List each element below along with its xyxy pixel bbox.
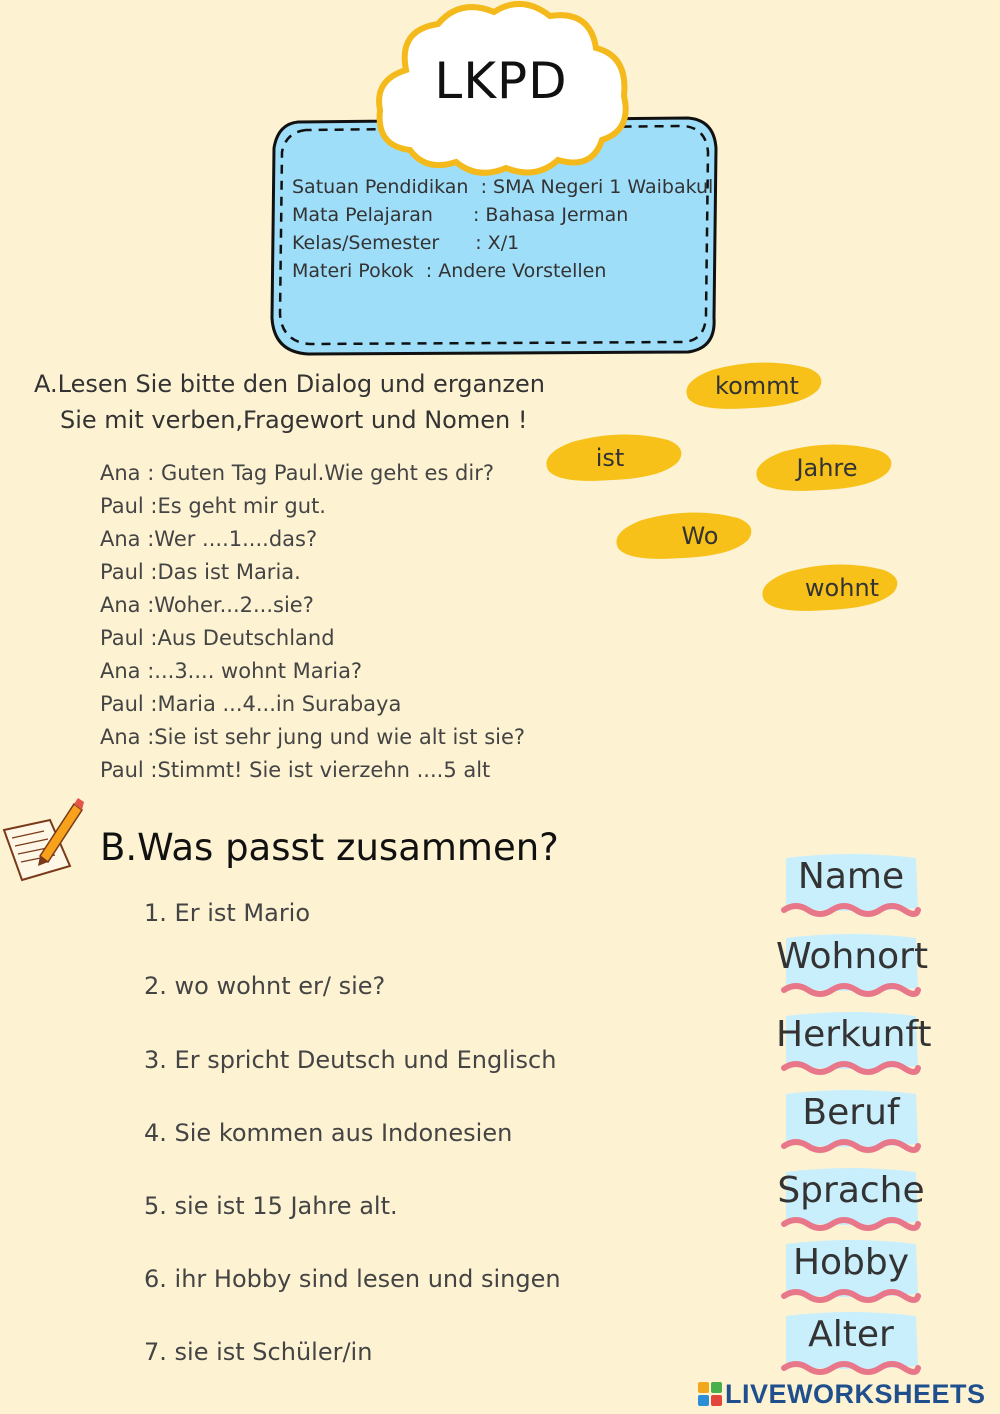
dialog-line-3: Ana :Wer ....1....das? bbox=[100, 527, 318, 551]
category-tag-label: Herkunft bbox=[776, 1014, 932, 1055]
section-b-title: B.Was passt zusammen? bbox=[100, 826, 559, 869]
match-item-5: 5. sie ist 15 Jahre alt. bbox=[144, 1192, 398, 1220]
word-bank-label: kommt bbox=[715, 372, 799, 400]
match-item-6: 6. ihr Hobby sind lesen und singen bbox=[144, 1265, 561, 1293]
match-item-2: 2. wo wohnt er/ sie? bbox=[144, 972, 386, 1000]
liveworksheets-logo-icon bbox=[698, 1382, 722, 1406]
title-cloud bbox=[370, 0, 632, 178]
category-tag-label: Alter bbox=[808, 1314, 894, 1355]
dialog-line-6: Paul :Aus Deutschland bbox=[100, 626, 335, 650]
category-tag-beruf[interactable] bbox=[776, 1088, 926, 1158]
category-tag-hobby[interactable] bbox=[776, 1238, 926, 1308]
category-tag-herkunft[interactable] bbox=[776, 1010, 932, 1080]
word-bank-wohnt[interactable] bbox=[758, 562, 900, 614]
info-class: Kelas/Semester : X/1 bbox=[292, 232, 520, 254]
category-tag-wohnort[interactable] bbox=[776, 932, 929, 1002]
dialog-line-4: Paul :Das ist Maria. bbox=[100, 560, 301, 584]
info-school: Satuan Pendidikan : SMA Negeri 1 Waibakul bbox=[292, 176, 714, 198]
dialog-line-2: Paul :Es geht mir gut. bbox=[100, 494, 326, 518]
word-bank-label: Jahre bbox=[796, 454, 858, 482]
section-a-title-line2: Sie mit verben,Fragewort und Nomen ! bbox=[60, 406, 528, 434]
match-item-3: 3. Er spricht Deutsch und Englisch bbox=[144, 1046, 557, 1074]
category-tag-label: Beruf bbox=[802, 1092, 900, 1133]
dialog-line-8: Paul :Maria ...4...in Surabaya bbox=[100, 692, 402, 716]
match-item-7: 7. sie ist Schüler/in bbox=[144, 1338, 373, 1366]
info-topic: Materi Pokok : Andere Vorstellen bbox=[292, 260, 607, 282]
category-tag-label: Wohnort bbox=[776, 936, 929, 977]
dialog-line-5: Ana :Woher...2...sie? bbox=[100, 593, 314, 617]
dialog-line-9: Ana :Sie ist sehr jung und wie alt ist sie? bbox=[100, 725, 526, 749]
category-tag-alter[interactable] bbox=[776, 1310, 926, 1380]
liveworksheets-logo-text: LIVEWORKSHEETS bbox=[725, 1378, 986, 1409]
liveworksheets-logo bbox=[698, 1378, 986, 1410]
category-tag-label: Sprache bbox=[777, 1170, 925, 1211]
info-subject: Mata Pelajaran : Bahasa Jerman bbox=[292, 204, 629, 226]
match-item-4: 4. Sie kommen aus Indonesien bbox=[144, 1119, 513, 1147]
section-a-title-line1: A.Lesen Sie bitte den Dialog und erganzen bbox=[34, 370, 545, 398]
word-bank-jahre[interactable] bbox=[752, 442, 894, 494]
dialog-line-10: Paul :Stimmt! Sie ist vierzehn ....5 alt bbox=[100, 758, 491, 782]
word-bank-kommt[interactable] bbox=[682, 360, 824, 412]
notebook-pencil-icon bbox=[0, 796, 84, 886]
dialog-line-7: Ana :...3.... wohnt Maria? bbox=[100, 659, 363, 683]
word-bank-label: ist bbox=[595, 444, 625, 472]
page-title: LKPD bbox=[434, 52, 568, 110]
word-bank-label: wohnt bbox=[804, 574, 880, 602]
dialog-line-1: Ana : Guten Tag Paul.Wie geht es dir? bbox=[100, 461, 495, 485]
word-bank-label: Wo bbox=[681, 522, 719, 550]
category-tag-label: Hobby bbox=[792, 1242, 910, 1283]
category-tag-label: Name bbox=[797, 856, 905, 897]
word-bank-wo[interactable] bbox=[612, 510, 754, 562]
word-bank-ist[interactable] bbox=[542, 432, 684, 484]
category-tag-name[interactable] bbox=[776, 852, 926, 922]
match-item-1: 1. Er ist Mario bbox=[144, 899, 311, 927]
category-tag-sprache[interactable] bbox=[776, 1166, 926, 1236]
